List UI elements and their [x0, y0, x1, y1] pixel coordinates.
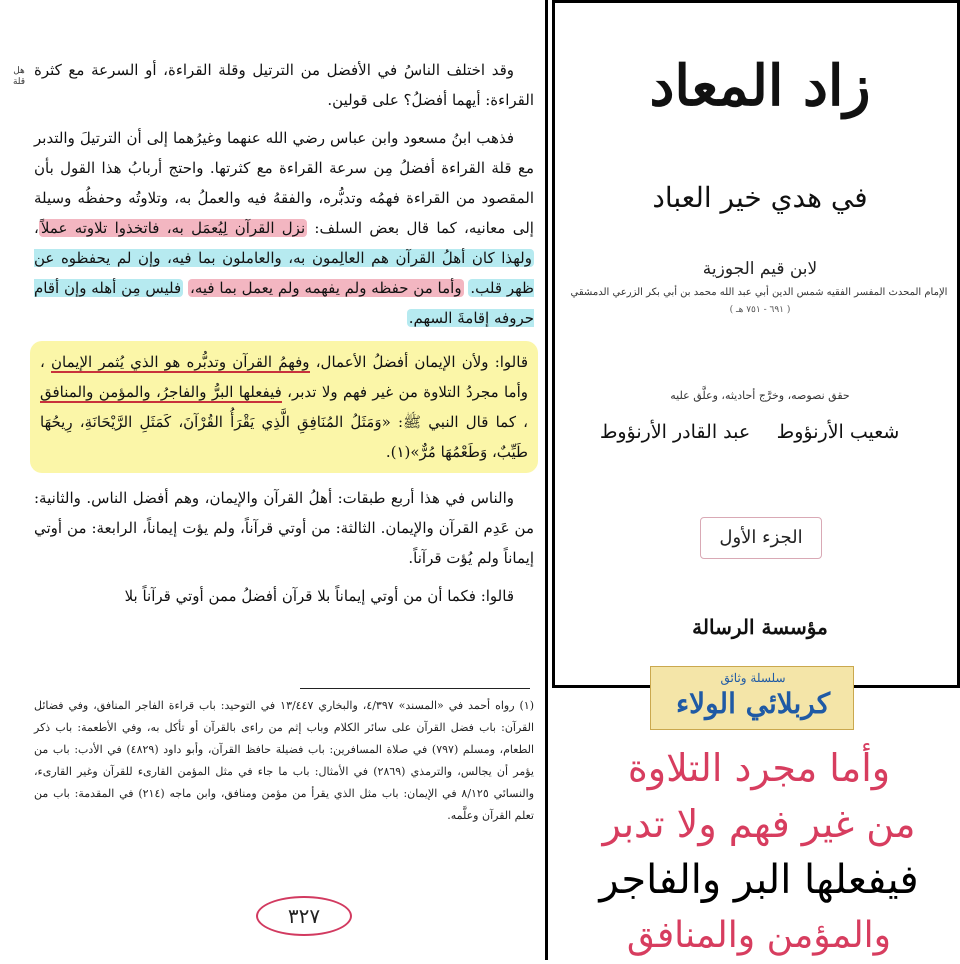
cover-editor-1: شعيب الأرنؤوط	[776, 421, 900, 443]
quote-line-1: وأما مجرد التلاوة	[627, 746, 891, 790]
footnote-divider	[300, 688, 530, 689]
footnotes: (١) رواه أحمد في «المسند» ٤/٣٩٧، والبخاري ١٣/٤٤٧ في التوحيد: باب قراءة الفاجر المنافق، وفي فضائل القرآن: باب فضل القرآن على سائر الكلام وباب إثم من راءى بالقرآن أو تأكل به، وفي الأطعمة: باب ذكر الطعام، ومسلم (٧٩٧) في صلاة المسافرين: باب فضيلة حافظ القرآن، وأبو داود (٤٨٢٩) في الأدب: باب من يؤمر أن يجالس، والترمذي (٢٨٦٩) في الأمثال: باب ما جاء في مثل المؤمن القارىء للقرآن وغير القارىء، والنسائي ٨/١٢٥ في الإيمان: باب مثل الذي يقرأ من مؤمن ومنافق، وابن ماجه (٢١٤) في المقدمة: باب من تعلم القرآن وعلَّمه.	[34, 699, 535, 822]
series-logo	[650, 666, 854, 730]
highlight-yellow-box	[30, 341, 538, 473]
cover-editor-2: عبد القادر الأرنؤوط	[599, 421, 751, 443]
cover-publisher: مؤسسة الرسالة	[692, 615, 828, 639]
underline-1: وفهمُ القرآن وتدبُّره هو الذي يُثمر الإيمان	[51, 353, 310, 371]
yellow-text-b: ، وأما مجردُ التلاوة من غير فهم ولا تدبر،	[40, 353, 528, 401]
cover-subtitle: في هدي خير العباد	[652, 181, 868, 214]
cover-author-full: الإمام المحدث المفسر الفقيه شمس الدين أبي عبد الله محمد بن أبي بكر الزرعي الدمشقي	[570, 287, 948, 298]
quote-line-2: من غير فهم ولا تدبر	[602, 802, 916, 846]
paragraph-four-classes: والناس في هذا أربع طبقات: أهلُ القرآن والإيمان، وهم أفضل الناس. والثانية: من عَدِم القرآن والإيمان. الثالثة: من أوتي قرآناً، ولم يؤت إيماناً، الرابعة: من أوتي إيماناً ولم يُؤت قرآناً.	[34, 489, 534, 567]
cover-years: ( ٦٩١ - ٧٥١ هـ )	[729, 305, 791, 315]
yellow-text-a: قالوا: ولأن الإيمان أفضلُ الأعمال،	[309, 353, 528, 371]
highlight-cyan-2: فليس مِن أهله وإن أقام حروفه إقامةَ السهم.	[34, 279, 534, 327]
cover-editors-label: حقق نصوصه، وخرَّج أحاديثه، وعلَّق عليه	[670, 389, 850, 402]
cover-title: زاد المعاد	[649, 53, 871, 119]
highlight-cyan-1: ولهذا كان أهلُ القرآن هم العالِمون به، والعاملون بما فيه، وإن لم يحفظوه عن ظهر قلب.	[34, 249, 534, 297]
logo-top-text: سلسلة وثائق	[720, 671, 786, 685]
highlight-pink-2: وأما من حفظه ولم يفهمه ولم يعمل بما فيه،	[190, 279, 462, 297]
yellow-text-c: ، كما قال النبي ﷺ: «وَمَثَلُ المُنَافِقِ الَّذِي يَقْرَأُ القُرْآنَ، كَمَثَلِ الرَّيْحَانَةِ، رِيحُهَا طَيِّبٌ، وَطَعْمُهَا مُرٌّ»(١).	[40, 413, 528, 461]
logo-main-text: كربلائي الولاء	[675, 687, 831, 720]
paragraph-intro: وقد اختلف الناسُ في الأفضل من الترتيل وقلة القراءة، أو السرعة مع كثرة القراءة: أيهما أفضلُ؟ على قولين.	[34, 61, 534, 109]
quote-line-3: فيفعلها البر والفاجر	[599, 857, 919, 903]
highlight-quote	[562, 740, 956, 964]
underline-2: فيفعلها البرُّ والفاجرُ، والمؤمن والمنافق	[40, 383, 282, 401]
page-number: ٣٢٧	[256, 896, 352, 936]
quote-line-4: والمؤمن والمنافق	[626, 915, 892, 956]
page-body	[34, 55, 534, 619]
highlight-pink-1: نزل القرآن لِيُعمَل به، فاتخذوا تلاوته عملاً	[40, 219, 306, 237]
paragraph-tarteel: فذهب ابنُ مسعود وابن عباس رضي الله عنهما وغيرُهما إلى أن الترتيلَ والتدبر مع قلة القراءة أفضلُ مِن سرعة القراءة مع كثرتها. واحتج أربابُ هذا القول بأن المقصود من القراءة فهمُه وتدبُّره، والفقهُ فيه والعملُ به، وتلاوتُه وحفظُه وسيلة إلى معانيه، كما قال بعض السلف: نزل القرآن لِيُعمَل به، فاتخذوا تلاوته عملاً، ولهذا كان أهلُ القرآن هم العالِمون به، والعاملون بما فيه، وإن لم يحفظوه عن ظهر قلب. وأما من حفظه ولم يفهمه ولم يعمل بما فيه، فليس مِن أهله وإن أقام حروفه إقامةَ السهم.	[34, 129, 534, 327]
paragraph-conclusion: قالوا: فكما أن من أوتي إيماناً بلا قرآن أفضلُ ممن أوتي قرآناً بلا	[124, 587, 514, 605]
cover-volume: الجزء الأول	[700, 517, 822, 559]
book-cover	[552, 0, 960, 688]
margin-note: هل قلة	[12, 66, 26, 87]
cover-author: لابن قيم الجوزية	[702, 259, 818, 279]
paragraph-tarteel-text: فذهب ابنُ مسعود وابن عباس رضي الله عنهما وغيرُهما إلى أن الترتيلَ والتدبر مع قلة القراءة أفضلُ مِن سرعة القراءة مع كثرتها. واحتج أربابُ هذا القول بأن المقصود من القراءة فهمُه وتدبُّره، والفقهُ فيه والعملُ به، وتلاوتُه وحفظُه وسيلة إلى معانيه، كما قال بعض السلف:	[34, 129, 534, 237]
